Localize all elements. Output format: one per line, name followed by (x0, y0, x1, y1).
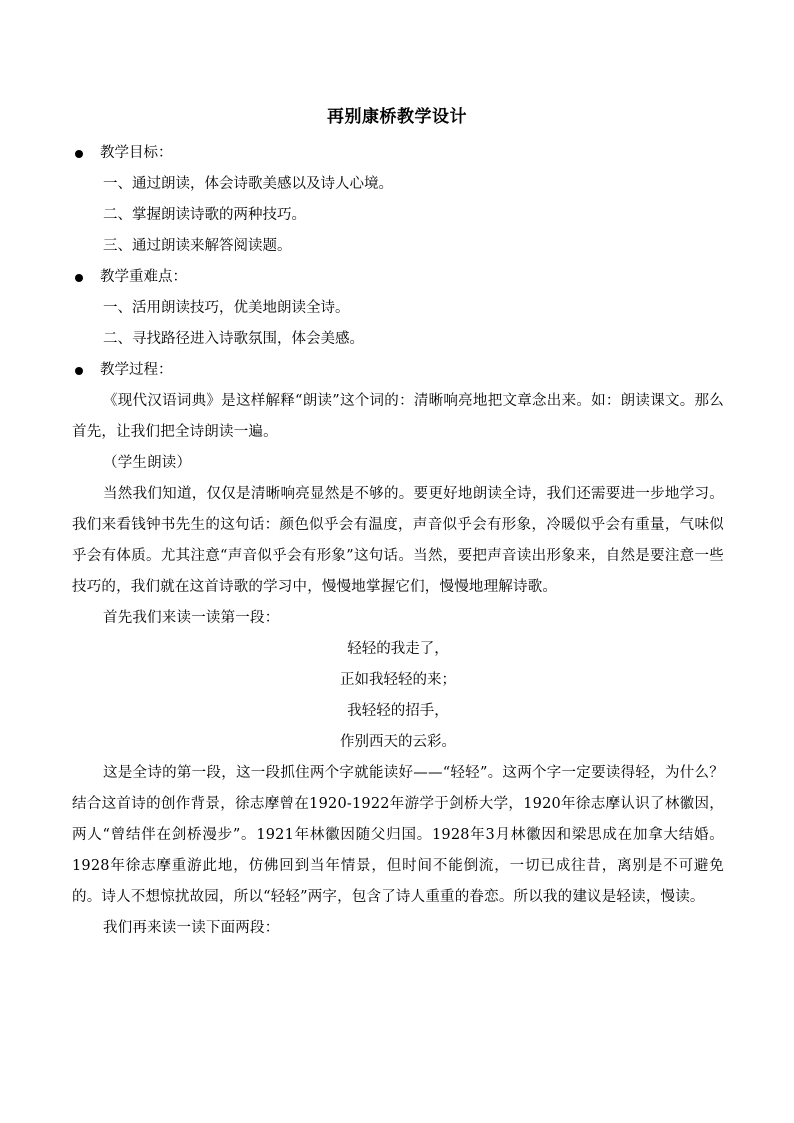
difficulties-heading-row (72, 262, 724, 293)
bullet-dot-icon (75, 367, 83, 375)
poem-line: 我轻轻的招手， (347, 703, 449, 719)
bullet-dot-icon (75, 274, 83, 282)
document-body (72, 138, 724, 944)
poem-line: 正如我轻轻的来； (340, 672, 456, 688)
bullet-dot-icon (75, 150, 83, 158)
process-paragraph-first-stanza-intro: 首先我们来读一读第一段： (103, 610, 280, 626)
objective-item: 三、通过朗读来解答阅读题。 (103, 238, 292, 254)
process-paragraph-first-stanza-analysis: 这是全诗的第一段，这一段抓住两个字就能读好——“轻轻”。这两个字一定要读得轻，为什么？结合这首诗的创作背景，徐志摩曾在1920-1922年游学于剑桥大学，1920年徐志摩认识了林徽因，两人“曾结伴在剑桥漫步”。1921年林徽因随父归国。1928年3月林徽因和梁思成在加拿大结婚。1928年徐志摩重游此地，仿佛回到当年情景，但时间不能倒流，一切已成往昔，离别是不可避免的。诗人不想惊扰故园，所以“轻轻”两字，包含了诗人重重的眷恋。所以我的建议是轻读，慢读。 (72, 765, 724, 905)
process-paragraph-next-stanzas-intro: 我们再来读一读下面两段： (103, 920, 280, 936)
objective-item: 一、通过朗读，体会诗歌美感以及诗人心境。 (103, 176, 393, 192)
poem-line: 作别西天的云彩。 (340, 734, 456, 750)
difficulty-item: 一、活用朗读技巧，优美地朗读全诗。 (103, 300, 350, 316)
process-heading-row (72, 355, 724, 386)
document-title: 再别康桥教学设计 (327, 107, 467, 127)
process-heading: 教学过程： (100, 362, 173, 378)
poem-line: 轻轻的我走了， (347, 641, 449, 657)
difficulty-item: 二、寻找路径进入诗歌氛围，体会美感。 (103, 331, 364, 347)
objectives-heading-row (72, 138, 724, 169)
process-paragraph-definition: 《现代汉语词典》是这样解释“朗读”这个词的：清晰响亮地把文章念出来。如：朗读课文。那么首先，让我们把全诗朗读一遍。 (72, 393, 724, 440)
process-paragraph-student-reading: （学生朗读） (103, 455, 192, 471)
difficulties-heading: 教学重难点： (100, 269, 187, 285)
objective-item: 二、掌握朗读诗歌的两种技巧。 (103, 207, 306, 223)
process-paragraph-techniques: 当然我们知道，仅仅是清晰响亮显然是不够的。要更好地朗读全诗，我们还需要进一步地学习。我们来看钱钟书先生的这句话：颜色似乎会有温度，声音似乎会有形象，冷暖似乎会有重量，气味似乎会有体质。尤其注意“声音似乎会有形象”这句话。当然，要把声音读出形象来，自然是要注意一些技巧的，我们就在这首诗歌的学习中，慢慢地掌握它们，慢慢地理解诗歌。 (72, 486, 724, 595)
objectives-heading: 教学目标： (100, 145, 173, 161)
